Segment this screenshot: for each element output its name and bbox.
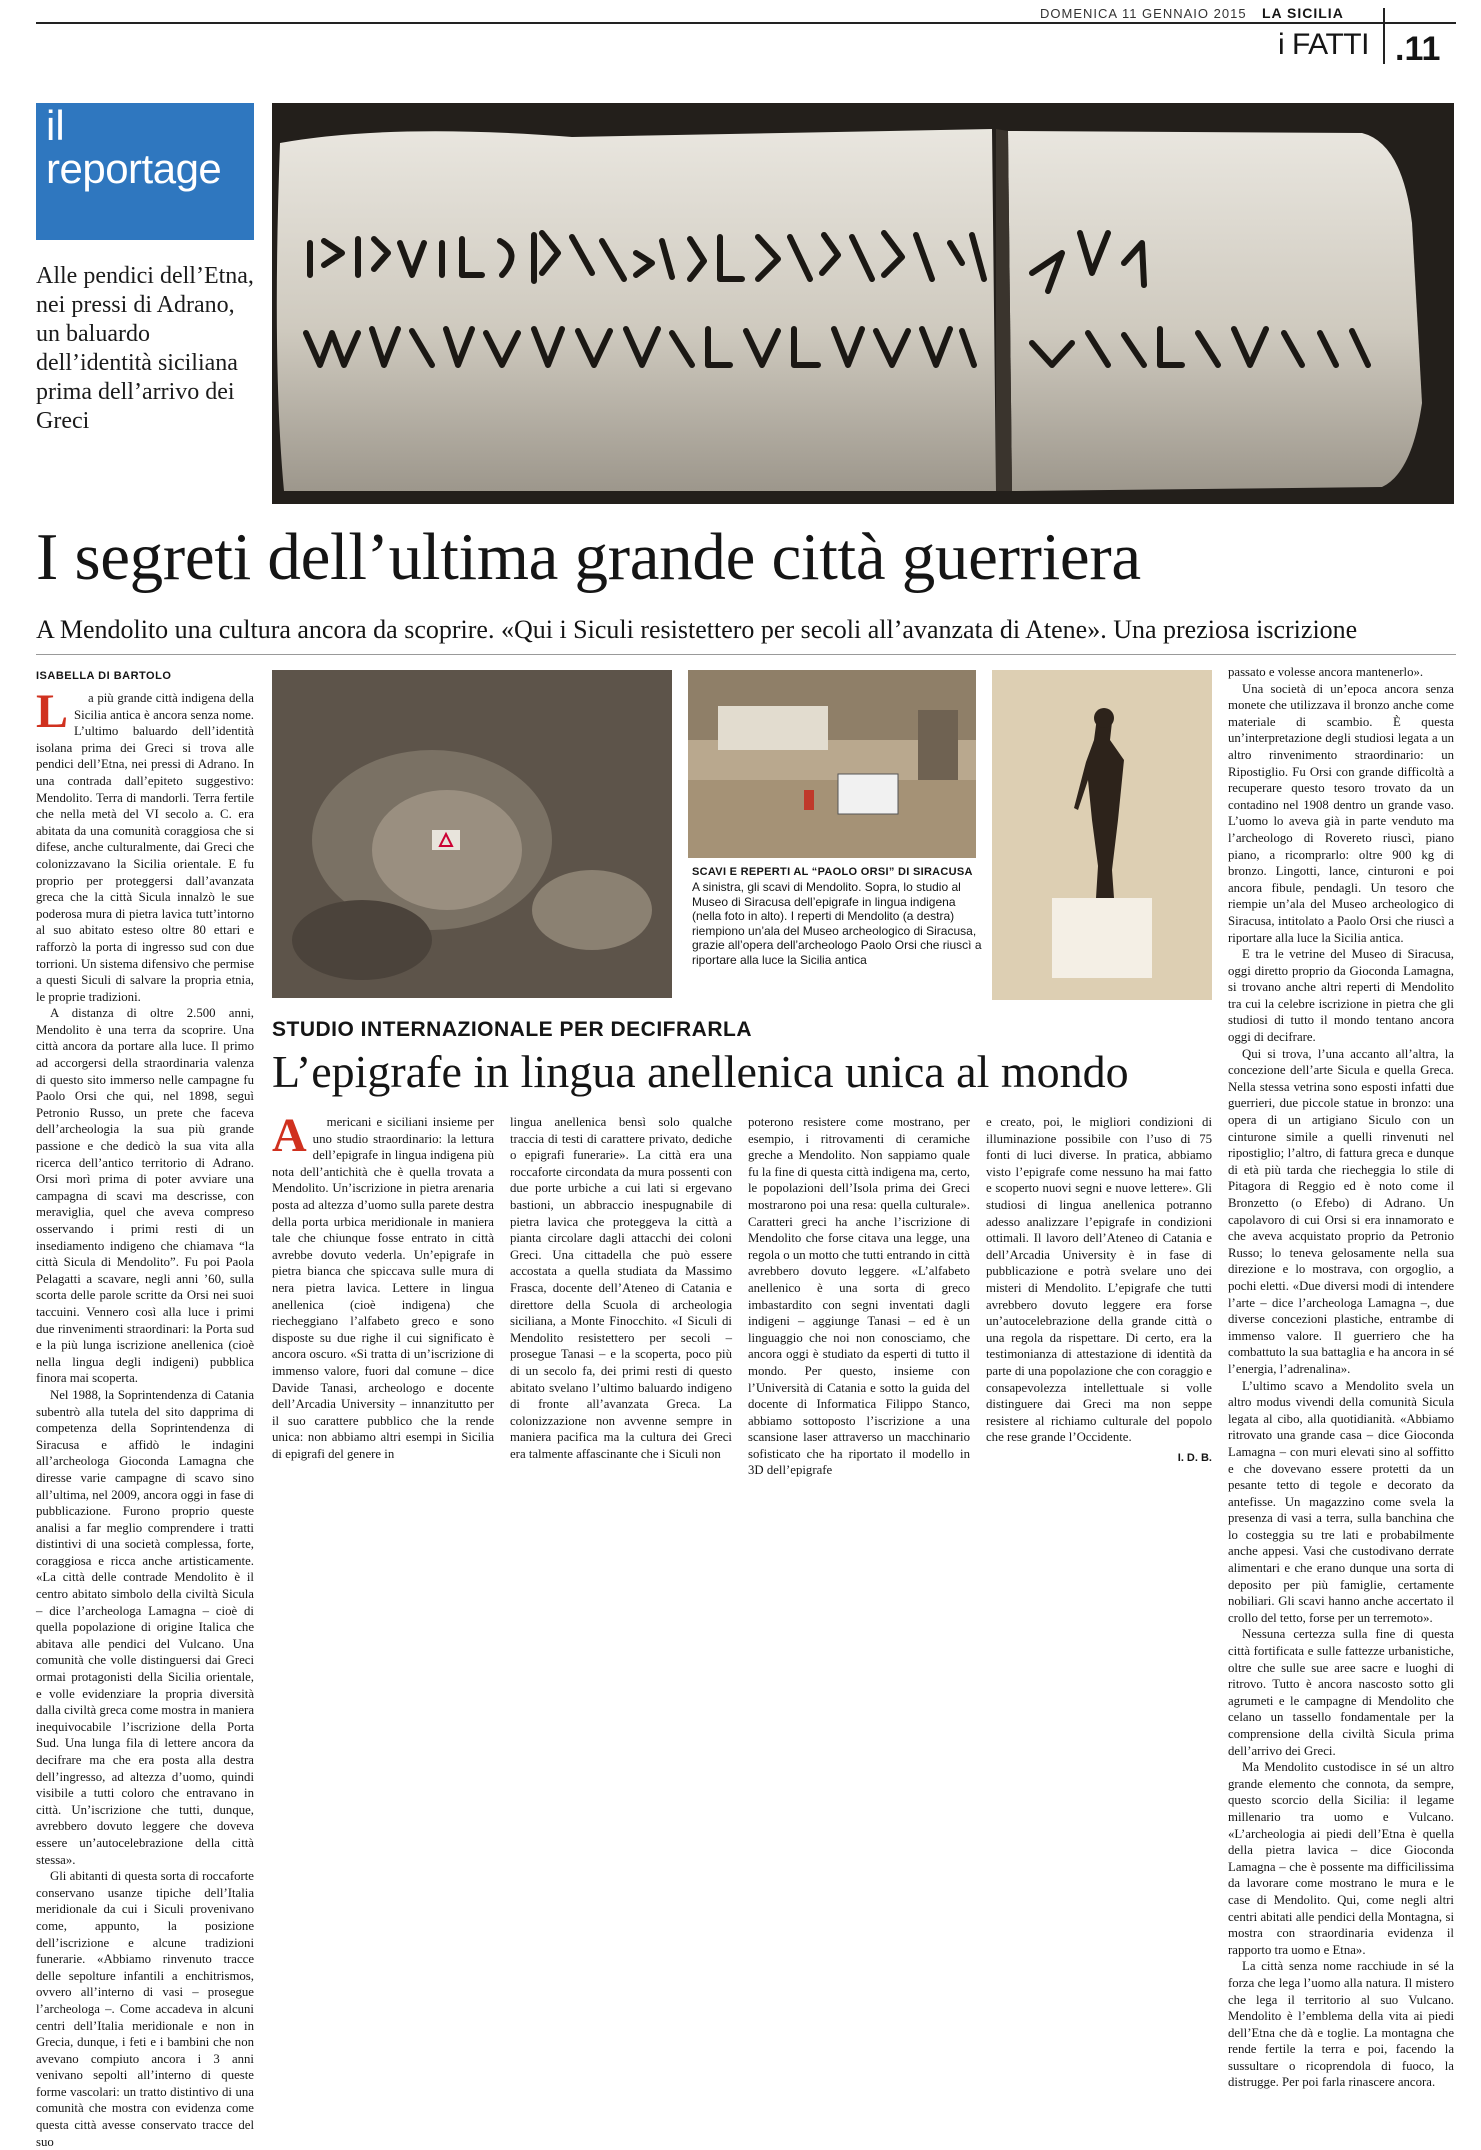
page-number: .11 bbox=[1395, 30, 1441, 68]
paragraph: A distanza di oltre 2.500 anni, Mendolito è una terra da scoprire. Una città ancora da portare alla luce. Il primo ad accorgersi della straordinaria valenza di questo sito immerso nelle campagne fu Paolo Orsi che qui, nel 1898, seguì Petronio Russo, un prete che faceva dell’archeologia la sua più grande passione e che dedicò la sua vita alla ricerca dell’antico territorio di Adrano. Orsi morì prima di poter avviare una campagna di scavi ma descrisse, con meraviglia, quel che aveva compreso osservando i primi resti di un insediamento indigeno che chiamava “la città Sicula di Mendolito”. Fu poi Paola Pelagatti a scavare, negli anni ’60, sulla scorta delle parole scritte da Orsi nei suoi taccuini. Vennero così alla luce i primi due rinvenimenti straordinari: la Porta sud e la più lunga iscrizione anellenica (cioè nella lingua degli indigeni) pubblica finora mai scoperta. bbox=[36, 1006, 254, 1386]
paragraph: L’ultimo scavo a Mendolito svela un altro modus vivendi della comunità Sicula legata al cibo, alla quotidianità. «Abbiamo ritrovato una grande casa – dice Gioconda Lamagna – con muri elevati sino al soffitto e che dovevano essere protetti da un pesante tetto di tegole e decorato da antefisse. Un magazzino come svela la presenza di vasi a terra, sulla banchina che lo costeggia su tre lati e probabilmente anche appesi. Vasi che custodivano derrate alimentari e che erano dunque una sorta di deposito per più famiglie, certamente nobiliari. Gli scavi hanno anche accertato il crollo del tetto, forse per un terremoto». bbox=[1228, 1378, 1454, 1625]
secondary-column-3 bbox=[748, 1114, 970, 1479]
header-divider bbox=[1383, 8, 1385, 64]
paragraph: Una società di un’epoca ancora senza monete che utilizzava il bronzo anche come materiale di scambio. È questa un’interpretazione degli studiosi legata a un altro rinvenimento straordinario: un Ripostiglio. Fu Orsi con grande difficoltà a recuperare questo tesoro trovato da un contadino nel 1908 dentro un grande vaso. L’uomo lo aveva già in parte venduto ma l’archeologo di Rovereto riuscì, piano piano, a ricomprarlo: oltre 900 kg di bronzo. Lingotti, lance, cinturoni e poi ancora fibule, pendagli. Un tesoro che riempie un’ala del Museo archeologico di Siracusa, intitolato a Paolo Orsi che riuscì a riportare alla luce la Sicilia antica. bbox=[1228, 681, 1454, 945]
reportage-label-line1: il bbox=[46, 102, 65, 149]
inscription-stone-photo bbox=[272, 103, 1454, 504]
paragraph: La città senza nome racchiude in sé la forza che lega l’uomo alla natura. Il mistero che lega il territorio al suo Vulcano. Mendolito è l’emblema della vita ai piedi dell’Etna che dà e toglie. La montagna che rende fertile la terra e poi, facendo la sussultare o ricoprendola di fuoco, la distrugge. Per poi farla rinascere ancora. bbox=[1228, 1959, 1454, 2090]
article-column-1 bbox=[36, 685, 254, 2150]
intro-text: Alle pendici dell’Etna, nei pressi di Adrano, un baluardo dell’identità siciliana prima dell’arrivo dei Greci bbox=[36, 263, 254, 434]
article-column-right bbox=[1228, 664, 1454, 2091]
paragraph: lingua anellenica bensì solo qualche traccia di testi di carattere privato, dediche o epigrafi funerarie». La città era una roccaforte circondata da mura possenti con due porte urbiche a cui lati si ergevano bastioni, un abbraccio inespugnabile di pietra lavica che proteggeva la città a pianta circolare dagli attacchi dei coloni Greci. Una cittadella che può essere accostata a quella studiata da Massimo Frasca, docente dell’Ateneo di Catania e direttore della Scuola di archeologia siciliana, a Monte Finocchito. «I Siculi di Mendolito resistettero per secoli – prosegue Tanasi – e la scoperta, poco più di un secolo fa, dei primi resti di questo abitato svelano l’ultimo baluardo indigeno di fronte all’avanzata Greca. La colonizzazione non avvenne sempre in maniera pacifica ma la cultura dei Greci era talmente affascinante che i Siculi non bbox=[510, 1115, 732, 1461]
secondary-column-2 bbox=[510, 1114, 732, 1462]
main-headline: I segreti dell’ultima grande città guerriera bbox=[36, 520, 1141, 594]
paragraph: Qui si trova, l’una accanto all’altra, la concezione dell’arte Sicula e quella Greca. Nella stessa vetrina sono esposti infatti due guerrieri, due piccole statue in bronzo: una opera di un artigiano Siculo con un cinturone simile a quelli rinvenuti nel ripostiglio; l’altro, di fattura greca e dunque di età più tarda che riecheggia lo stile di Pitagora di Reggio ed è noto come il Bronzetto (o Efebo) di Adrano. Un capolavoro di cui Orsi si era innamorato e che aveva acquistato proprio da Petronio Russo; lo teneva gelosamente nella sua direzione e lo mostrava, con orgoglio, a pochi eletti. «Due diversi modi di intendere l’arte – dice l’archeologa Lamagna –, due diverse concezioni plastiche, entrambe di immenso valore. Il guerriero che ha combattuto la sua battaglia e ha ancora in sé l’energia, l’adrenalina». bbox=[1228, 1046, 1454, 1376]
paragraph: a più grande città indigena della Sicilia antica è ancora senza nome. L’ultimo baluardo dell’identità isolana prima dei Greci si trova alle pendici dell’Etna, nei pressi di Adrano. In una contrada dall’epiteto suggestivo: Mendolito. Terra di mandorli. Terra fertile che nella metà del VI secolo a. C. era abitata da una comunità coraggiosa che si difese, anche culturalmente, dai Greci che colonizzavano la Sicilia orientale. E fu proprio per proteggersi dall’avanzata greca che la città Sicula innalzò le sue poderosa mura di pietra lavica tutt’intorno al suo abitato esteso oltre 80 ettari e rafforzò la porta di ingresso sud con due torrioni. Un sistema difensivo che permise a questi Siculi di salvare la propria etnia, le proprie tradizioni. bbox=[36, 691, 254, 1004]
subheadline-rule bbox=[36, 654, 1456, 655]
header-rule bbox=[36, 22, 1456, 24]
excavation-photo bbox=[272, 670, 672, 998]
museum-study-photo bbox=[688, 670, 976, 858]
secondary-column-1 bbox=[272, 1109, 494, 1462]
reportage-label bbox=[36, 103, 254, 240]
paragraph: poterono resistere come mostrano, per esempio, i ritrovamenti di ceramiche greche a Mendolito. Non sappiamo quale fu la fine di questa città indigena ma, certo, le popolazioni dell’Isola prima dei Greci mostrarono poi una resa: quella culturale». Caratteri greci ha anche l’iscrizione di Mendolito che forse citava una legge, una regola o un motto che tutti entrando in città avrebbero dovuto leggere. «L’alfabeto anellenico è una sorta di greco imbastardito con segni inventati dagli indigeni – aggiunge Tanasi – ed è un linguaggio che noi non conosciamo, che ancora oggi è studiato da esperti di tutto il mondo. Per questo, insieme con l’Università di Catania e sotto la guida del docente di Informatica Filippo Stanco, abbiamo sottoposto l’iscrizione a una scansione laser attraverso un macchinario sofisticato che ha riportato il modello in 3D dell’epigrafe bbox=[748, 1115, 970, 1478]
secondary-headline: L’epigrafe in lingua anellenica unica al mondo bbox=[272, 1046, 1129, 1097]
section-name: i FATTI bbox=[1278, 28, 1369, 61]
bronze-statue-photo bbox=[992, 670, 1212, 1000]
paragraph: e creato, poi, le migliori condizioni di illuminazione possibile con l’uso di 75 fonti di luci diverse. In pratica, abbiamo visto l’epigrafe come nessuno ha mai fatto e scoperto nuovi segni e nuove lettere». Gli studiosi di lingua anellenica potranno adesso analizzare l’epigrafe in condizioni ottimali. Il lavoro dell’Ateneo di Catania e dell’Arcadia University è in fase di pubblicazione e potrà svelare uno dei misteri di Mendolito. L’epigrafe che tutti avrebbero dovuto leggere era forse un’autocelebrazione della grande città o una regola da rispettare. Di certo, era la testimonianza di attestazione di identità da parte di una popolazione che con coraggio e consapevolezza intellettuale si volle distinguere dai Greci ma non seppe resistere al richiamo culturale del popolo che rese grande l’Occidente. bbox=[986, 1115, 1212, 1445]
newspaper-name: LA SICILIA bbox=[1262, 5, 1344, 21]
secondary-column-4 bbox=[986, 1114, 1212, 1466]
paragraph: Nessuna certezza sulla fine di questa città fortificata e sulle fattezze urbanistiche, oltre che sulle sue aree sacre e luoghi di ritrovo. Tutto è ancora nascosto sotto gli agrumeti e le campagne di Mendolito che celano un tassello fondamentale per la comprensione della civiltà Sicula prima dell’arrivo dei Greci. bbox=[1228, 1627, 1454, 1758]
photo-caption-text: A sinistra, gli scavi di Mendolito. Sopra, lo studio al Museo di Siracusa dell’epigrafe in lingua indigena (nella foto in alto). I reperti di Mendolito (a destra) riempiono un’ala del Museo archeologico di Siracusa, grazie all’opera dell’archeologo Paolo Orsi che riuscì a riportare alla luce la Sicilia antica bbox=[692, 880, 982, 967]
reportage-label-line2: reportage bbox=[46, 145, 222, 192]
dropcap: A bbox=[272, 1109, 307, 1162]
paragraph: E tra le vetrine del Museo di Siracusa, oggi diretto proprio da Gioconda Lamagna, si trovano anche altri reperti di Mendolito tra cui la celebre iscrizione in pietra che gli studiosi di tutto il mondo tentano ancora oggi di decifrare. bbox=[1228, 947, 1454, 1045]
paragraph: Nel 1988, la Soprintendenza di Catania subentrò alla tutela del sito dapprima di competenza della Soprintendenza di Siracusa e affidò le indagini all’archeologa Gioconda Lamagna che diresse varie campagne di scavo sino all’ultima, nel 2009, ancora oggi in fase di pubblicazione. Furono proprio queste analisi a far meglio comprendere i tratti distintivi di una società complessa, forte, coraggiosa e ricca anche artisticamente. «La città delle contrade Mendolito è il centro abitato simbolo della civiltà Sicula – dice l’archeologa Lamagna – cioè di quella popolazione di origine Italica che abitava alle pendici del Vulcano. Una comunità che volle distinguersi dai Greci ormai protagonisti della Sicilia orientale, e volle evidenziare la propria diversità dalla civiltà greca come mostra in maniera inequivocabile l’iscrizione della Porta Sud. Una lunga fila di lettere ancora da decifrare ma che era posta alla destra dell’ingresso, ad altezza d’uomo, quindi visibile a tutti coloro che entravano in città. Un’iscrizione che tutti, dunque, avrebbero dovuto leggere che doveva essere un’autocelebrazione della città stessa». bbox=[36, 1387, 254, 1867]
dropcap: L bbox=[36, 685, 69, 738]
secondary-kicker: STUDIO INTERNAZIONALE PER DECIFRARLA bbox=[272, 1018, 752, 1041]
paragraph: mericani e siciliani insieme per uno studio straordinario: la lettura dell’epigrafe in lingua indigena più nota dell’antichità che è quella trovata a Mendolito. Un’iscrizione in pietra arenaria posta ad altezza d’uomo sulla parete destra della porta urbica meridionale in maniera tale che chiunque fosse entrato in città avrebbe dovuto vederla. Un’epigrafe in pietra bianca che spiccava sulle mura di nera pietra lavica. Lettere in lingua anellenica (cioè indigena) che riecheggiano l’alfabeto greco e sono disposte su due righe il cui significato è ancora oscuro. «Si tratta di un’iscrizione di immenso valore, fuori dal comune – dice Davide Tanasi, archeologo e docente dell’Arcadia University – innanzitutto per il suo carattere pubblico che la rende unica: non abbiamo altri esempi in Sicilia di epigrafi del genere in bbox=[272, 1115, 494, 1461]
paragraph: Gli abitanti di questa sorta di roccaforte conservano usanze tipiche dell’Italia meridionale da cui i Siculi provenivano come, appunto, la posizione dell’iscrizione e alcune tradizioni funerarie. «Abbiamo rinvenuto tracce delle sepolture infantili a enchitrismos, ovvero all’interno di vasi – prosegue l’archeologa –. Come accadeva in alcuni centri dell’Italia meridionale e non in Grecia, dunque, i feti e i bambini che non avevano compiuto ancora i 3 anni venivano sepolti all’interno di queste forme vascolari: un tratto distintivo di una comunità che mostra con evidenza come questa città avesse conservato tracce del suo bbox=[36, 1869, 254, 2149]
issue-date: DOMENICA 11 GENNAIO 2015 bbox=[1040, 6, 1247, 21]
paragraph: Ma Mendolito custodisce in sé un altro grande elemento che connota, da sempre, questo scorcio della Sicilia: il legame millenario tra uomo e Vulcano. «L’archeologia ai piedi dell’Etna è quella della pietra lavica – dice Gioconda Lamagna – che è possente ma difficilissima da lavorare come mostrano le mura e le case di Mendolito. Qui, come negli altri centri abitati alle pendici della Montagna, si mostra con straordinaria evidenza il rapporto tra uomo e Etna». bbox=[1228, 1760, 1454, 1957]
paragraph: passato e volesse ancora mantenerlo». bbox=[1228, 665, 1424, 679]
author-initials: I. D. B. bbox=[1177, 1451, 1212, 1464]
photo-caption-title: SCAVI E REPERTI AL “PAOLO ORSI” DI SIRACUSA bbox=[692, 866, 973, 878]
byline: ISABELLA DI BARTOLO bbox=[36, 670, 172, 682]
subheadline: A Mendolito una cultura ancora da scoprire. «Qui i Siculi resistettero per secoli all’avanzata di Atene». Una preziosa iscrizione bbox=[36, 615, 1358, 644]
